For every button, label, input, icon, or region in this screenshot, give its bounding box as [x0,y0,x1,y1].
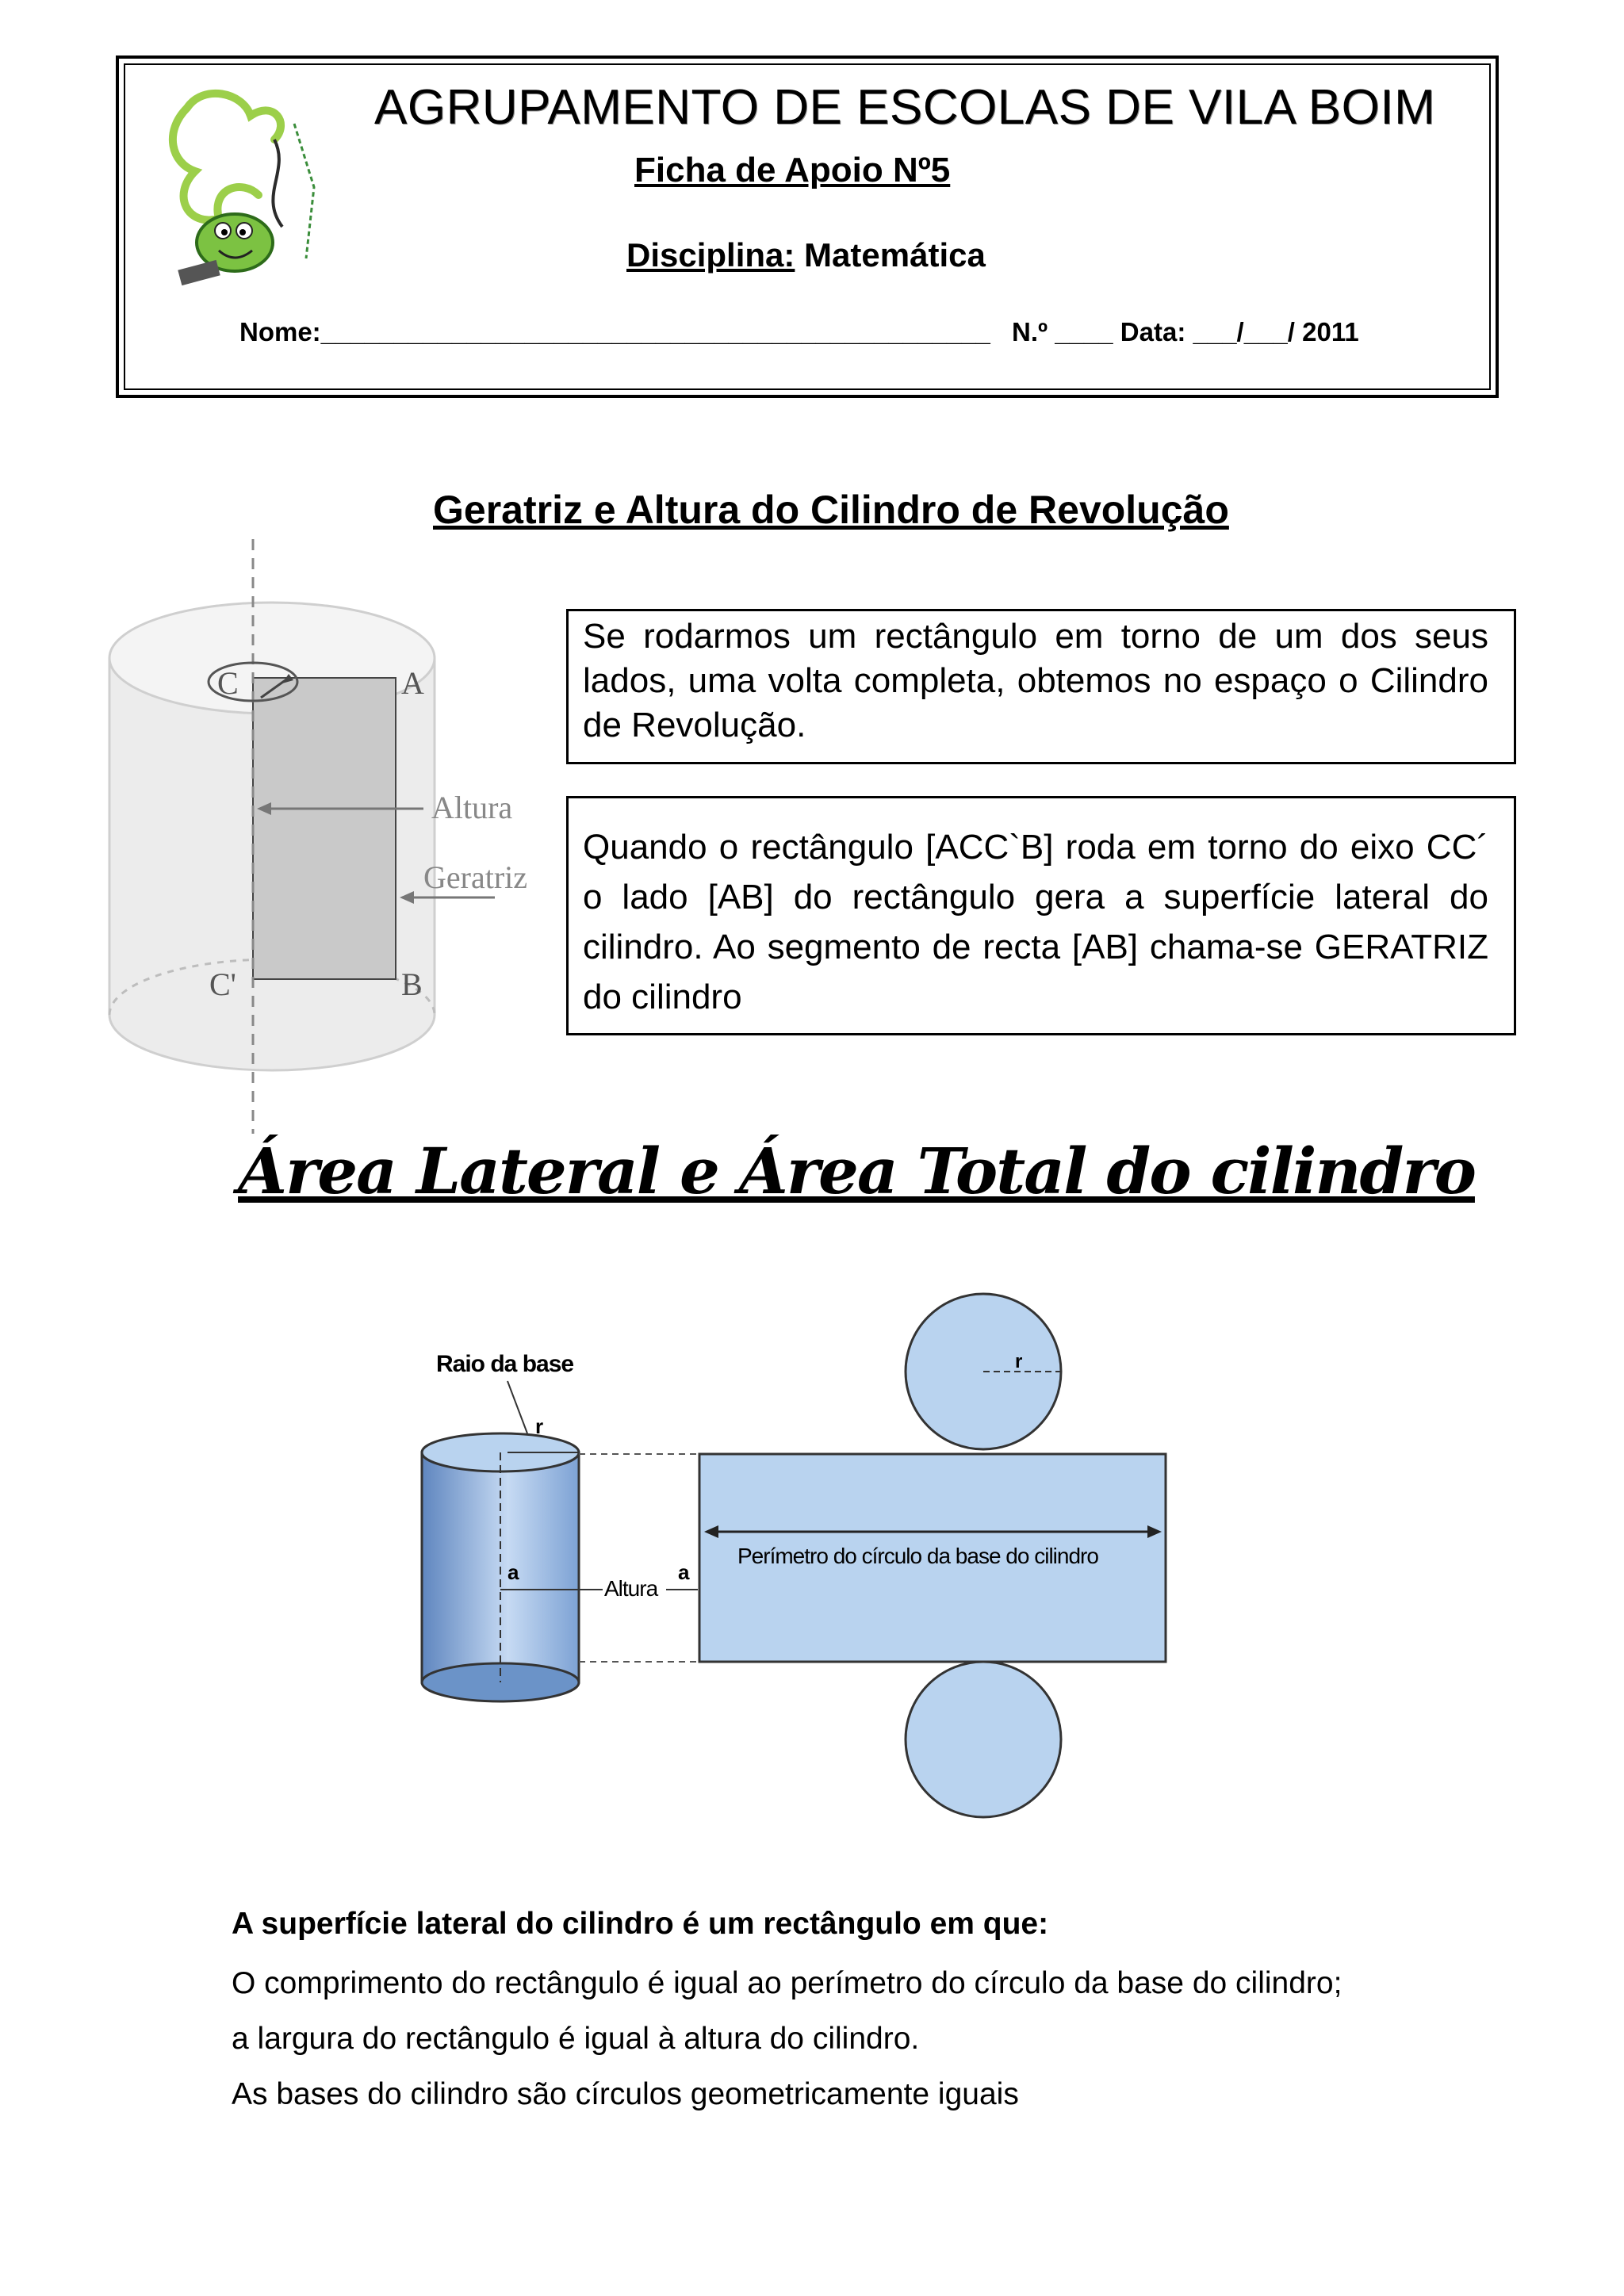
section2-title: Área Lateral e Área Total do cilindro [238,1134,1475,1208]
raio-label: Raio da base [436,1351,574,1377]
label-a: A [401,665,424,701]
number-date-field[interactable]: N.º ____ Data: ___/___/ 2011 [1012,317,1359,346]
label-c-prime: C' [209,966,236,1002]
discipline-row [626,236,986,274]
discipline-label: Disciplina: [626,236,795,274]
bases-statement: As bases do cilindro são círculos geometricamente iguais [232,2077,1019,2111]
rect-height-label: a [678,1560,690,1584]
top-radius-label: r [1015,1351,1023,1372]
altura-label: Altura [604,1576,658,1601]
label-altura: Altura [431,790,513,825]
cylinder-net-figure [365,1269,1197,1839]
perimeter-label: Perímetro do círculo da base do cilindro [737,1544,1098,1568]
label-c: C [217,665,239,701]
section1-title: Geratriz e Altura do Cilindro de Revolução [433,488,1229,532]
discipline-value: Matemática [795,236,986,274]
name-field[interactable]: Nome:______________________________________________ [239,317,990,346]
cyl-radius-label: r [535,1414,544,1438]
length-statement: O comprimento do rectângulo é igual ao perímetro do círculo da base do cilindro; [232,1966,1342,2000]
sheet-title: Ficha de Apoio Nº5 [634,151,951,189]
label-b: B [401,966,423,1002]
lateral-surface-heading: A superfície lateral do cilindro é um rectângulo em que: [232,1907,1049,1941]
cyl-height-label: a [508,1560,519,1584]
school-name: AGRUPAMENTO DE ESCOLAS DE VILA BOIM [374,80,1436,135]
cylinder-revolution-figure [98,539,542,1134]
definition-box: Se rodarmos um rectângulo em torno de um dos seus lados, uma volta completa, obtemos no espaço o Cilindro de Revolução. [566,609,1516,764]
width-statement: a largura do rectângulo é igual à altura do cilindro. [232,2022,920,2056]
school-logo-frog-icon [155,76,330,294]
geratriz-box: Quando o rectângulo [ACC`B] roda em torno do eixo CC´ o lado [AB] do rectângulo gera a superfície lateral do cilindro. Ao segmento de recta [AB] chama-se GERATRIZ do cilindro [566,796,1516,1035]
label-geratriz: Geratriz [423,859,528,895]
